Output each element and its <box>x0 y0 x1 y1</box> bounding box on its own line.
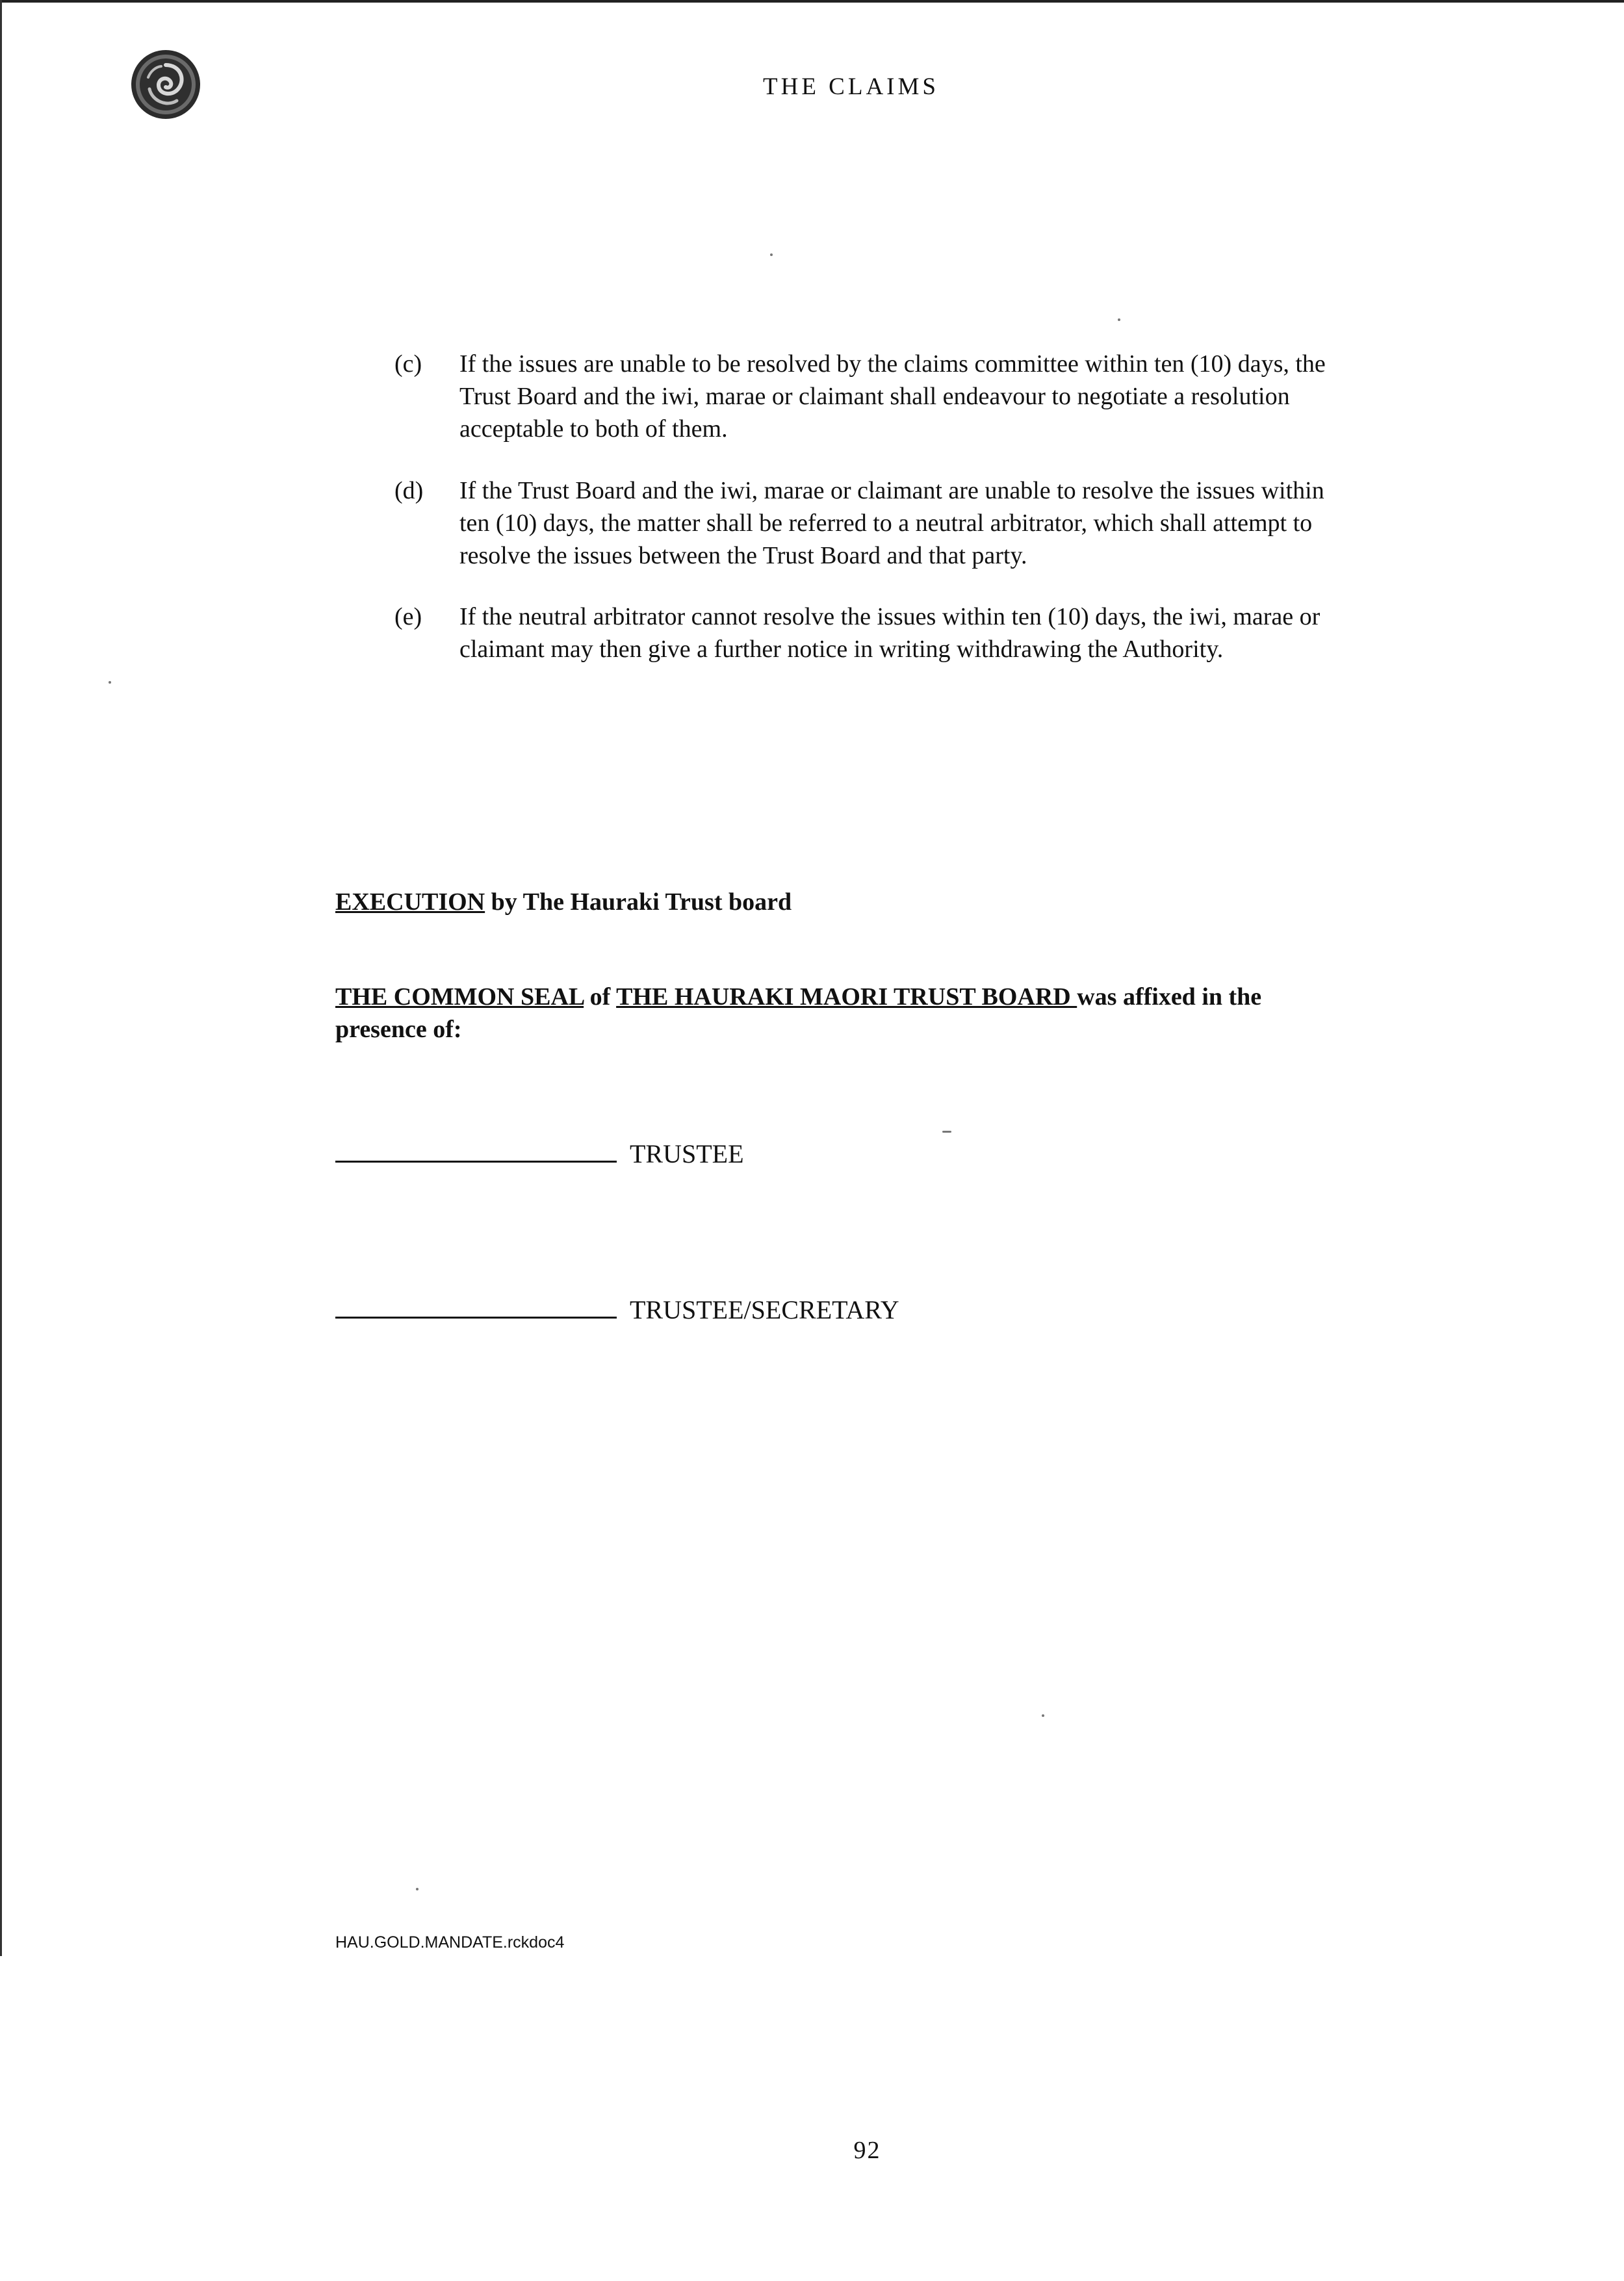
page-edge-left <box>0 0 2 1956</box>
clause-d <box>394 474 1330 572</box>
scan-speck <box>770 253 773 256</box>
clause-text: If the neutral arbitrator cannot resolve the issues within ten (10) days, the iwi, marae or claimant may then give a further notice in writing withdrawing the Authority. <box>459 603 1321 663</box>
document-reference: HAU.GOLD.MANDATE.rckdoc4 <box>335 1933 565 1952</box>
trust-board-name: THE HAURAKI MAORI TRUST BOARD <box>616 983 1077 1011</box>
clause-marker: (e) <box>394 603 422 630</box>
scan-speck <box>1118 318 1120 321</box>
page-edge-top <box>0 0 1624 3</box>
scan-speck <box>416 1888 419 1890</box>
clause-e <box>394 600 1330 665</box>
clause-text: If the Trust Board and the iwi, marae or claimant are unable to resolve the issues within ten (10) days, the matter shall be referred to a neutral arbitrator, which shall attempt to resolve the issues between the Trust Board and that party. <box>459 477 1324 569</box>
signature-row-trustee-secretary <box>335 1293 899 1326</box>
execution-heading <box>335 886 1349 918</box>
page-number: 92 <box>853 2137 881 2164</box>
signature-row-trustee <box>335 1137 744 1170</box>
common-seal-statement <box>335 981 1304 1046</box>
seal-connector: of <box>584 983 617 1011</box>
common-seal-label: THE COMMON SEAL <box>335 983 584 1011</box>
clause-marker: (c) <box>394 350 422 378</box>
clause-c <box>394 348 1330 445</box>
signature-role: TRUSTEE <box>630 1139 744 1168</box>
scan-speck <box>942 1131 951 1133</box>
scan-speck <box>109 681 111 684</box>
execution-heading-rest: by The Hauraki Trust board <box>485 888 792 916</box>
scan-speck <box>1042 1714 1044 1717</box>
signature-role: TRUSTEE/SECRETARY <box>630 1295 899 1324</box>
execution-label: EXECUTION <box>335 888 485 916</box>
signature-line[interactable] <box>335 1137 617 1163</box>
page-title: THE CLAIMS <box>763 73 939 100</box>
seal-affixed-text: was affixed in the presence of: <box>335 983 1262 1043</box>
clause-marker: (d) <box>394 477 424 504</box>
signature-line[interactable] <box>335 1293 617 1319</box>
clause-text: If the issues are unable to be resolved by the claims committee within ten (10) days, the Trust Board and the iwi, marae or claimant shall endeavour to negotiate a resolution acceptable to both of them. <box>459 350 1326 443</box>
